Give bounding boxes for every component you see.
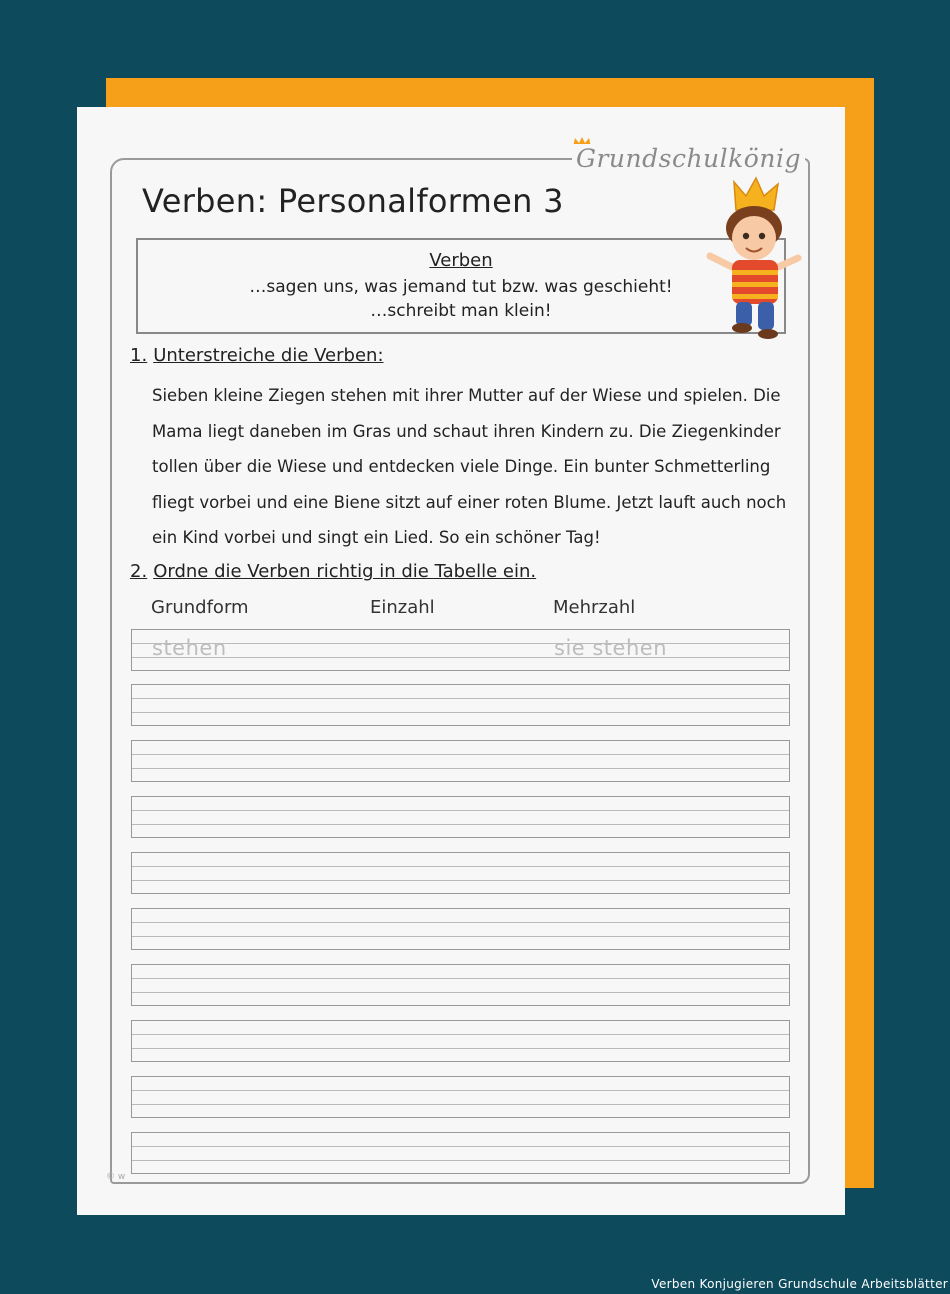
passage-line: tollen über die Wiese und entdecken viele Dinge. Ein bunter Schmetterling	[152, 457, 771, 476]
info-heading: Verben	[429, 250, 493, 271]
passage-line: Mama liegt daneben im Gras und schaut ihren Kindern zu. Die Ziegenkinder	[152, 421, 781, 441]
writing-row[interactable]	[131, 796, 790, 838]
task-2-number: 2.	[130, 561, 148, 582]
writing-row[interactable]	[131, 1020, 790, 1062]
reading-passage	[152, 378, 792, 556]
writing-row[interactable]	[131, 964, 790, 1006]
task-2-heading	[130, 561, 536, 582]
passage-line: fliegt vorbei und eine Biene sitzt auf einer roten Blume. Jetzt lauft auch noch	[152, 492, 787, 512]
info-box	[136, 238, 786, 334]
page-title: Verben: Personalformen 3	[142, 182, 564, 220]
example-mehrzahl: sie stehen	[554, 636, 668, 660]
brand-logo: Grundschulkönig	[572, 144, 805, 173]
column-header-mehrzahl: Mehrzahl	[553, 597, 636, 618]
example-grundform: stehen	[152, 636, 227, 660]
writing-row[interactable]	[131, 629, 790, 671]
column-header-einzahl: Einzahl	[370, 597, 435, 618]
column-header-grundform: Grundform	[151, 597, 249, 618]
writing-row[interactable]	[131, 908, 790, 950]
info-line-1: …sagen uns, was jemand tut bzw. was geschieht!	[249, 277, 673, 297]
passage-line: ein Kind vorbei und singt ein Lied. So ein schöner Tag!	[152, 528, 601, 547]
task-1-instruction: Unterstreiche die Verben:	[153, 345, 384, 366]
writing-row[interactable]	[131, 740, 790, 782]
image-caption: Verben Konjugieren Grundschule Arbeitsblätter	[651, 1277, 948, 1291]
copyright-note: © w	[106, 1172, 126, 1182]
task-1-heading	[130, 345, 384, 366]
task-2-instruction: Ordne die Verben richtig in die Tabelle ein.	[153, 561, 537, 582]
writing-row[interactable]	[131, 852, 790, 894]
writing-row[interactable]	[131, 1132, 790, 1174]
info-line-2: …schreibt man klein!	[370, 301, 552, 321]
writing-row[interactable]	[131, 684, 790, 726]
task-1-number: 1.	[130, 345, 148, 366]
king-boy-mascot-illustration	[702, 176, 806, 340]
writing-row[interactable]	[131, 1076, 790, 1118]
passage-line: Sieben kleine Ziegen stehen mit ihrer Mutter auf der Wiese und spielen. Die	[152, 386, 781, 405]
